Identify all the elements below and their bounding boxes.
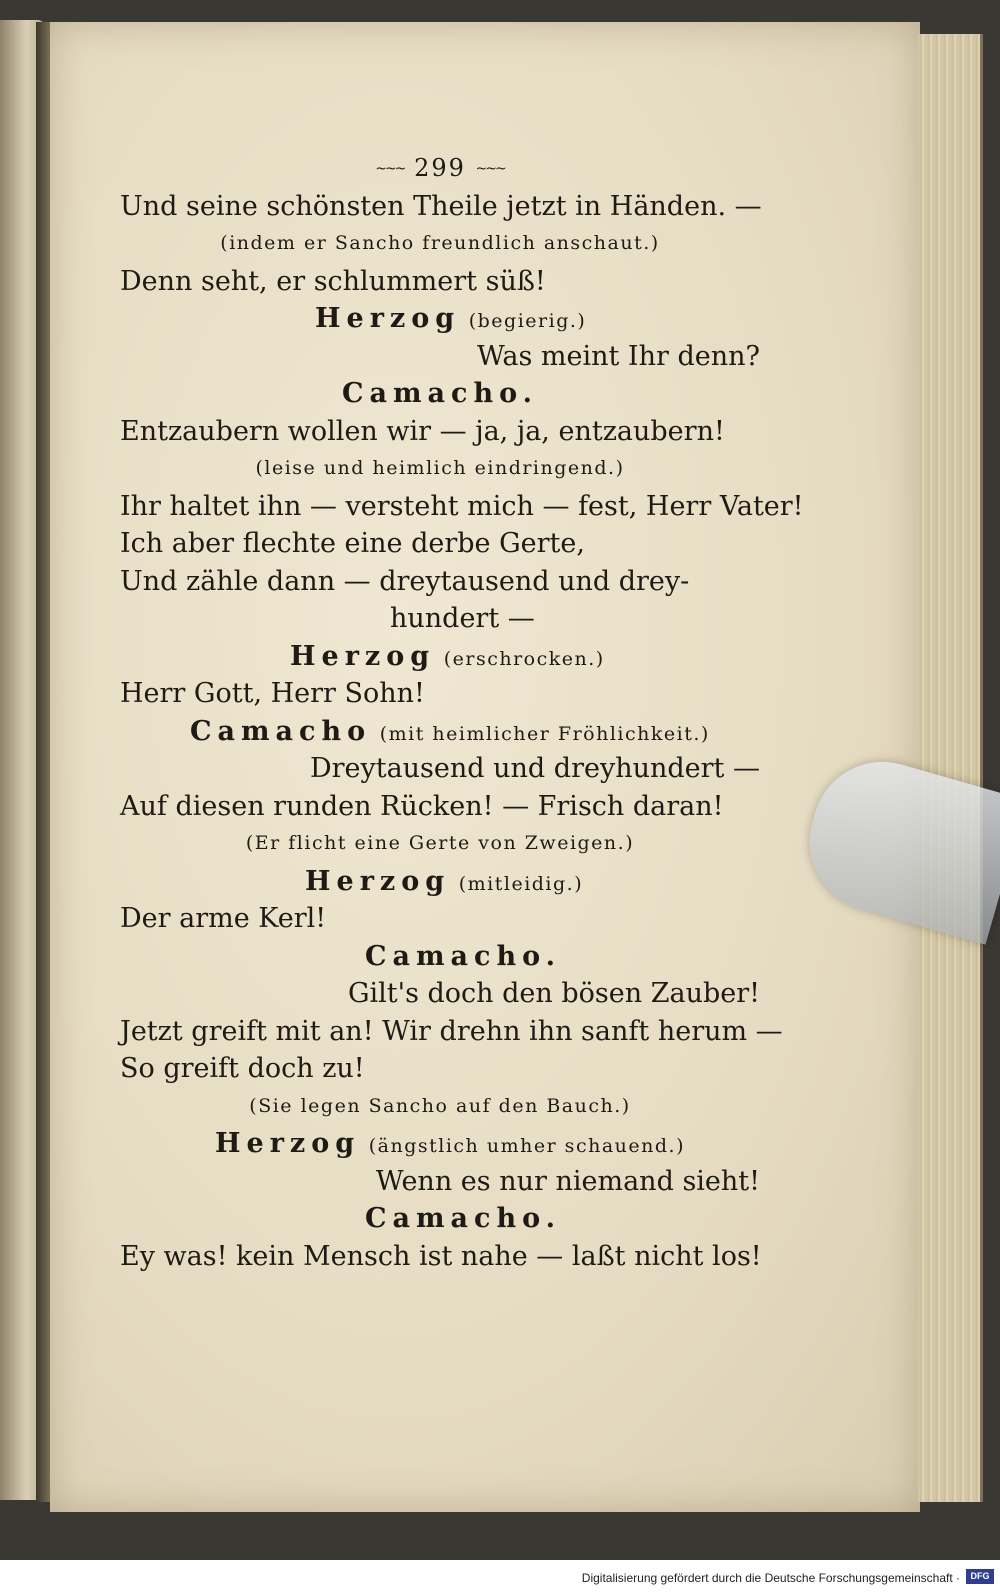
verse-line: Denn seht, er schlummert süß! [120,265,546,297]
stage-direction: (ängstlich umher schauend.) [368,1135,685,1157]
speaker-name: Herzog [305,865,451,897]
footer-bar [0,1560,1000,1594]
speaker-line [120,300,760,338]
stage-direction: (leise und heimlich eindringend.) [255,457,625,479]
verse-line: Der arme Kerl! [120,903,327,934]
speaker-name: Herzog [290,640,436,672]
ornament: ~~~ [475,160,505,177]
speaker-line [120,938,760,976]
verse-line: So greift doch zu! [120,1053,365,1084]
verse-line: Und zähle dann — dreytausend und drey- [120,565,690,597]
stage-direction: (mit heimlicher Fröhlichkeit.) [379,722,710,745]
page-text [120,150,804,1275]
verse-line: Auf diesen runden Rücken! — Frisch daran! [120,790,724,822]
stage-direction: (mitleidig.) [458,872,584,895]
speaker-line [120,375,760,413]
speaker-line [120,1200,760,1238]
page-number-line [120,150,760,188]
verse-line: Gilt's doch den bösen Zauber! [347,978,760,1009]
speaker-name: Camacho. [365,940,562,972]
stage-direction: (begierig.) [468,310,587,332]
speaker-name: Herzog [315,303,461,334]
verse-line: Ich aber flechte eine derbe Gerte, [120,528,585,559]
speaker-name: Herzog [215,1128,361,1159]
stage-direction: (Er flicht eine Gerte von Zweigen.) [245,832,635,854]
page-number: 299 [414,154,466,182]
speaker-name: Camacho. [341,378,539,409]
speaker-name: Camacho. [365,1203,562,1234]
speaker-line [120,863,760,901]
verse-line: Ihr haltet ihn — versteht mich — fest, Herr Vater! [120,490,804,522]
verse-line: hundert — [390,603,535,634]
speaker-line [120,1125,760,1163]
stage-direction: (erschrocken.) [443,647,605,670]
speaker-line [120,638,760,676]
verse-line: Dreytausend und dreyhundert — [309,753,760,784]
verse-line: Was meint Ihr denn? [476,340,760,372]
speaker-line [120,713,760,751]
stage-direction: (indem er Sancho freundlich anschaut.) [220,232,660,254]
verse-line: Herr Gott, Herr Sohn! [120,678,425,709]
speaker-name: Camacho [190,715,372,747]
verse-line: Wenn es nur niemand sieht! [375,1165,760,1197]
page-edges [918,34,983,1502]
verse-line: Entzaubern wollen wir — ja, ja, entzaubern! [120,415,725,447]
dfg-logo: DFG [966,1569,994,1584]
ornament: ~~~ [375,160,405,177]
verse-line: Und seine schönsten Theile jetzt in Händen. — [120,190,762,222]
stage-direction: (Sie legen Sancho auf den Bauch.) [249,1094,631,1117]
funding-credit: Digitalisierung gefördert durch die Deutsche Forschungsgemeinschaft · [581,1571,960,1585]
verse-line: Jetzt greift mit an! Wir drehn ihn sanft herum — [120,1015,783,1047]
verse-line: Ey was! kein Mensch ist nahe — laßt nicht los! [120,1240,762,1272]
